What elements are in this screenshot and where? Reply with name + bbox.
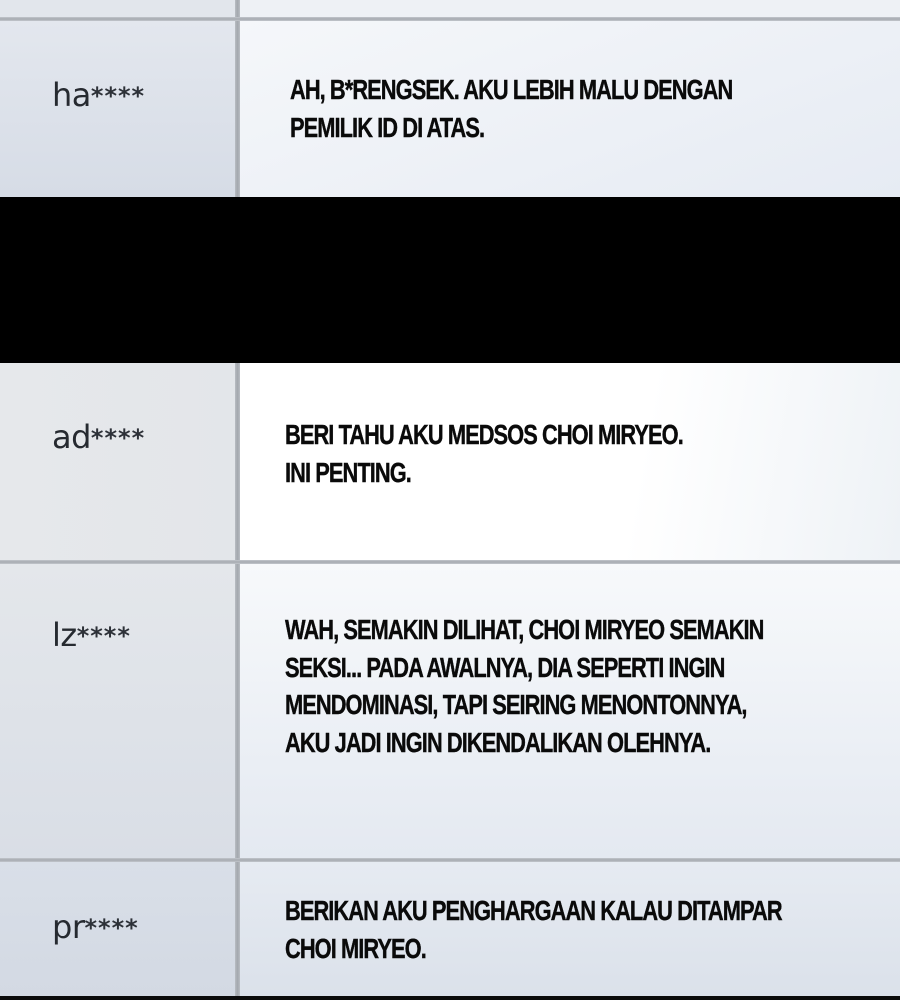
username (52, 76, 145, 114)
comment-line: BERIKAN AKU PENGHARGAAN KALAU DITAMPAR (285, 895, 782, 926)
comment-line: MENDOMINASI, TAPI SEIRING MENONTONNYA, (285, 689, 747, 720)
username-mask: **** (90, 82, 146, 110)
table-row (0, 21, 900, 197)
table-row-partial (0, 0, 900, 17)
comment-cell (240, 0, 900, 17)
username-mask: **** (90, 424, 146, 452)
comment-text (290, 71, 732, 146)
comment-line: CHOI MIRYEO. (285, 932, 426, 964)
username-prefix: ad (52, 418, 91, 456)
username-cell (0, 564, 235, 858)
comment-line: WAH, SEMAKIN DILIHAT, CHOI MIRYEO SEMAKIN (285, 614, 764, 645)
table-row (0, 363, 900, 560)
username (52, 418, 145, 456)
comment-cell (240, 564, 900, 858)
black-separator-band (0, 197, 900, 363)
username-mask: **** (84, 914, 139, 942)
comment-line: BERI TAHU AKU MEDSOS CHOI MIRYEO. (285, 419, 683, 450)
comment-text (285, 416, 683, 491)
bottom-border (0, 996, 900, 1000)
username-cell (0, 0, 235, 17)
username-prefix: lz (52, 616, 77, 654)
username-prefix: ha (52, 76, 91, 114)
comment-line: INI PENTING. (285, 456, 411, 488)
username-cell (0, 862, 235, 996)
comment-line: PEMILIK ID DI ATAS. (290, 111, 485, 143)
comment-line: SEKSI... PADA AWALNYA, DIA SEPERTI INGIN (285, 651, 725, 683)
comment-line: AH, B*RENGSEK. AKU LEBIH MALU DENGAN (290, 74, 733, 105)
username-cell (0, 363, 235, 560)
comment-cell (240, 21, 900, 197)
username (52, 616, 131, 654)
username-mask: **** (76, 622, 131, 650)
comment-cell (240, 363, 900, 560)
comment-text (285, 892, 782, 967)
username-cell (0, 21, 235, 197)
username-prefix: pr (52, 908, 85, 946)
username (52, 908, 139, 946)
comment-cell (240, 862, 900, 996)
table-row (0, 862, 900, 996)
comment-line: AKU JADI INGIN DIKENDALIKAN OLEHNYA. (285, 726, 711, 758)
table-row (0, 564, 900, 858)
comment-text (285, 611, 764, 761)
